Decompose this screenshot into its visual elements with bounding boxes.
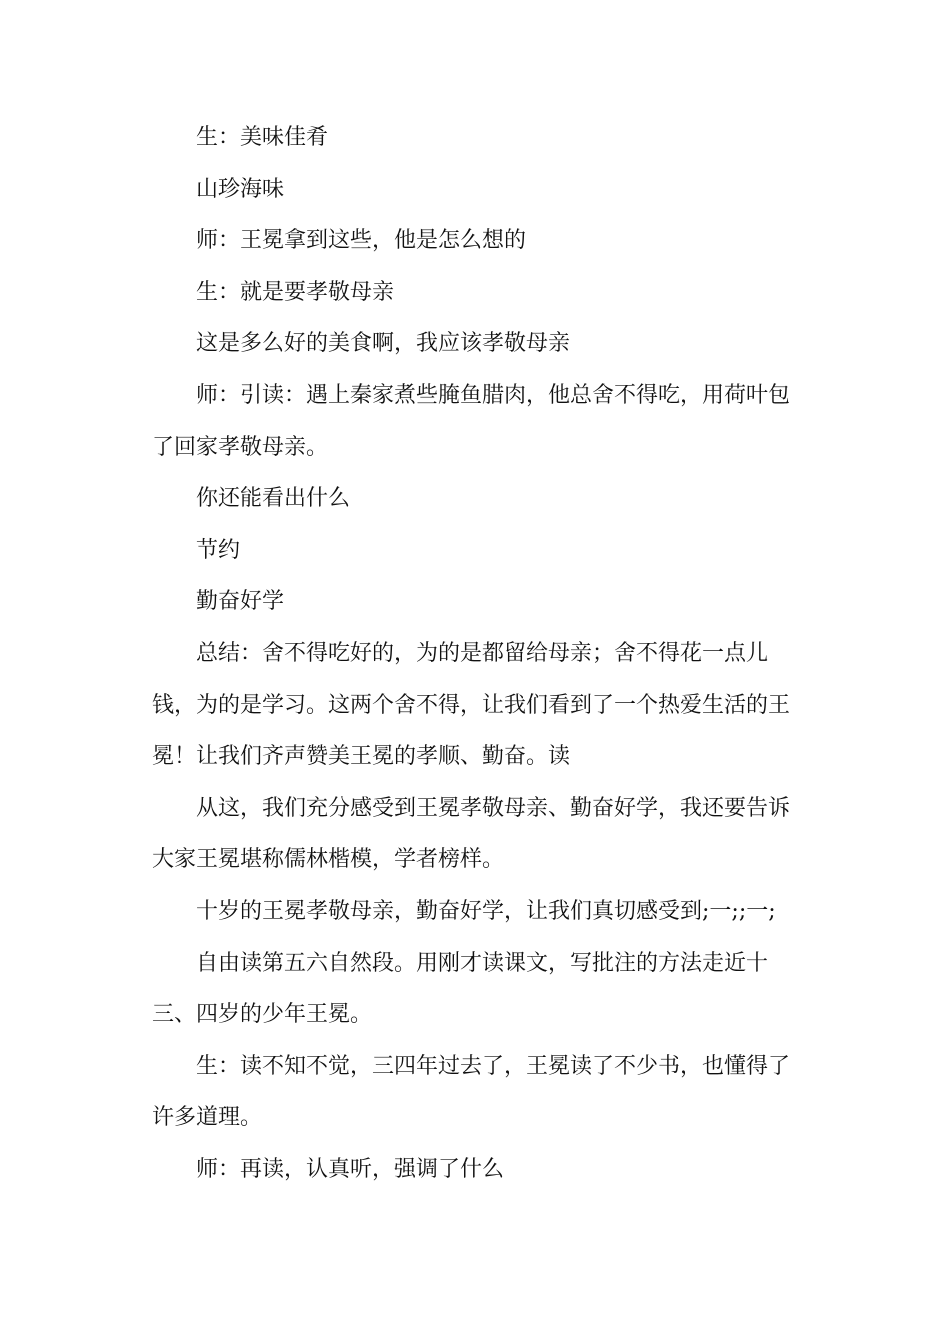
paragraph-7: 你还能看出什么 <box>196 486 351 512</box>
paragraph-10: 总结：舍不得吃好的，为的是都留给母亲；舍不得花一点儿钱，为的是学习。这两个舍不得，让我们看到了一个热爱生活的王冕！让我们齐声赞美王冕的孝顺、勤奋。读 <box>152 640 791 770</box>
paragraph-9: 勤奋好学 <box>196 589 285 615</box>
paragraph-3: 师：王冕拿到这些，他是怎么想的 <box>196 228 527 254</box>
document-body <box>152 112 802 1195</box>
paragraph-13: 自由读第五六自然段。用刚才读课文，写批注的方法走近十三、四岁的少年王冕。 <box>152 950 769 1028</box>
paragraph-11: 从这，我们充分感受到王冕孝敬母亲、勤奋好学，我还要告诉大家王冕堪称儒林楷模，学者榜样。 <box>152 795 791 873</box>
paragraph-6: 师：引读：遇上秦家煮些腌鱼腊肉，他总舍不得吃，用荷叶包了回家孝敬母亲。 <box>152 382 791 460</box>
paragraph-12: 十岁的王冕孝敬母亲，勤奋好学，让我们真切感受到;一;;一; <box>196 898 776 924</box>
paragraph-15: 师：再读，认真听，强调了什么 <box>196 1156 505 1182</box>
paragraph-5: 这是多么好的美食啊，我应该孝敬母亲 <box>196 331 571 357</box>
paragraph-8: 节约 <box>196 537 241 563</box>
paragraph-4: 生：就是要孝敬母亲 <box>196 279 395 305</box>
paragraph-2: 山珍海味 <box>196 176 285 202</box>
paragraph-14: 生：读不知不觉，三四年过去了，王冕读了不少书，也懂得了许多道理。 <box>152 1053 791 1131</box>
paragraph-1: 生：美味佳肴 <box>196 125 329 150</box>
